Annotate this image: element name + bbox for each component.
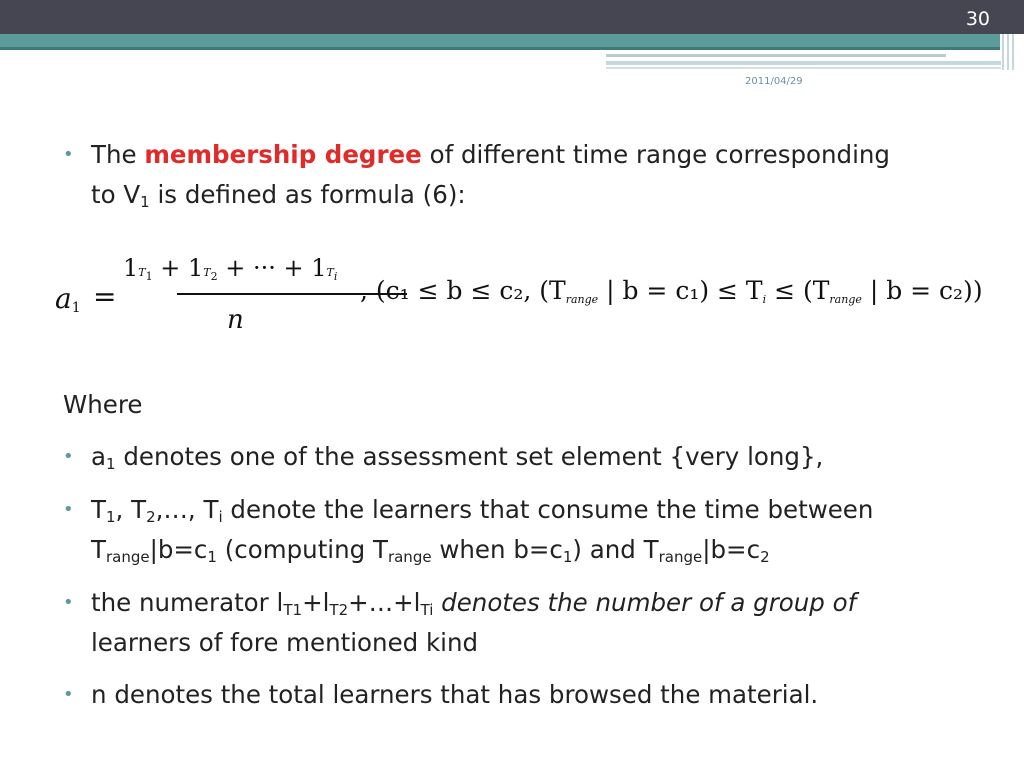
subscript: 1 (106, 455, 116, 473)
decor-vline (1007, 34, 1009, 70)
accent-stripe (0, 34, 1000, 47)
formula-6 (55, 250, 1005, 345)
decor-line (606, 54, 946, 57)
text: is defined as formula (6): (157, 180, 466, 209)
bullet-a1 (91, 437, 981, 477)
formula-numerator: $1T_1 + 1T_2$ + ··· + $1T_i$ (123, 254, 338, 283)
text: n denotes the total learners that has browsed the material. (91, 680, 819, 709)
text: denotes one of the assessment set element {very long}, (123, 442, 824, 471)
where-label: Where (63, 390, 143, 419)
top-banner (0, 0, 1024, 34)
decor-vline (1012, 34, 1014, 70)
slide-number: 30 (965, 8, 990, 30)
formula-denominator: n (227, 305, 244, 335)
slide-date: 2011/04/29 (745, 76, 803, 87)
bullet-membership-degree (91, 135, 981, 215)
decor-line (606, 61, 1001, 65)
formula-condition: , (c₁ ≤ b ≤ c₂, ($T_{range}$ | $b = c_1) \le T_i \le (T_{range}$ | b = c₂)) (360, 276, 983, 306)
text: of different time range corresponding (429, 140, 890, 169)
formula-equals: = (93, 280, 117, 313)
formula-lhs: $a_1$ (55, 282, 81, 316)
bullet-n-total (91, 675, 981, 715)
decor-vline (1002, 34, 1004, 70)
text: to V (91, 180, 141, 209)
subscript: 1 (140, 193, 150, 211)
text: a (91, 442, 107, 471)
decor-line (606, 67, 1001, 69)
bullet-numerator: • the numerator $l_{T1}+l_{T2}+\dots+l_{Ti}$ denotes the number of a group of learners of fore mentioned kind (91, 583, 981, 663)
highlight-term: membership degree (144, 140, 422, 169)
accent-stripe-dark (0, 47, 1000, 50)
bullet-t-learners: • $T_1$, $T_2,\dots$, $T_i$ denote the learners that consume the time between $T_{range}|b=c_1$ (computing $T_{range}$ when $b=c_1$) and $T_{range}|b=c_2$ (91, 490, 981, 570)
text: The (91, 140, 137, 169)
